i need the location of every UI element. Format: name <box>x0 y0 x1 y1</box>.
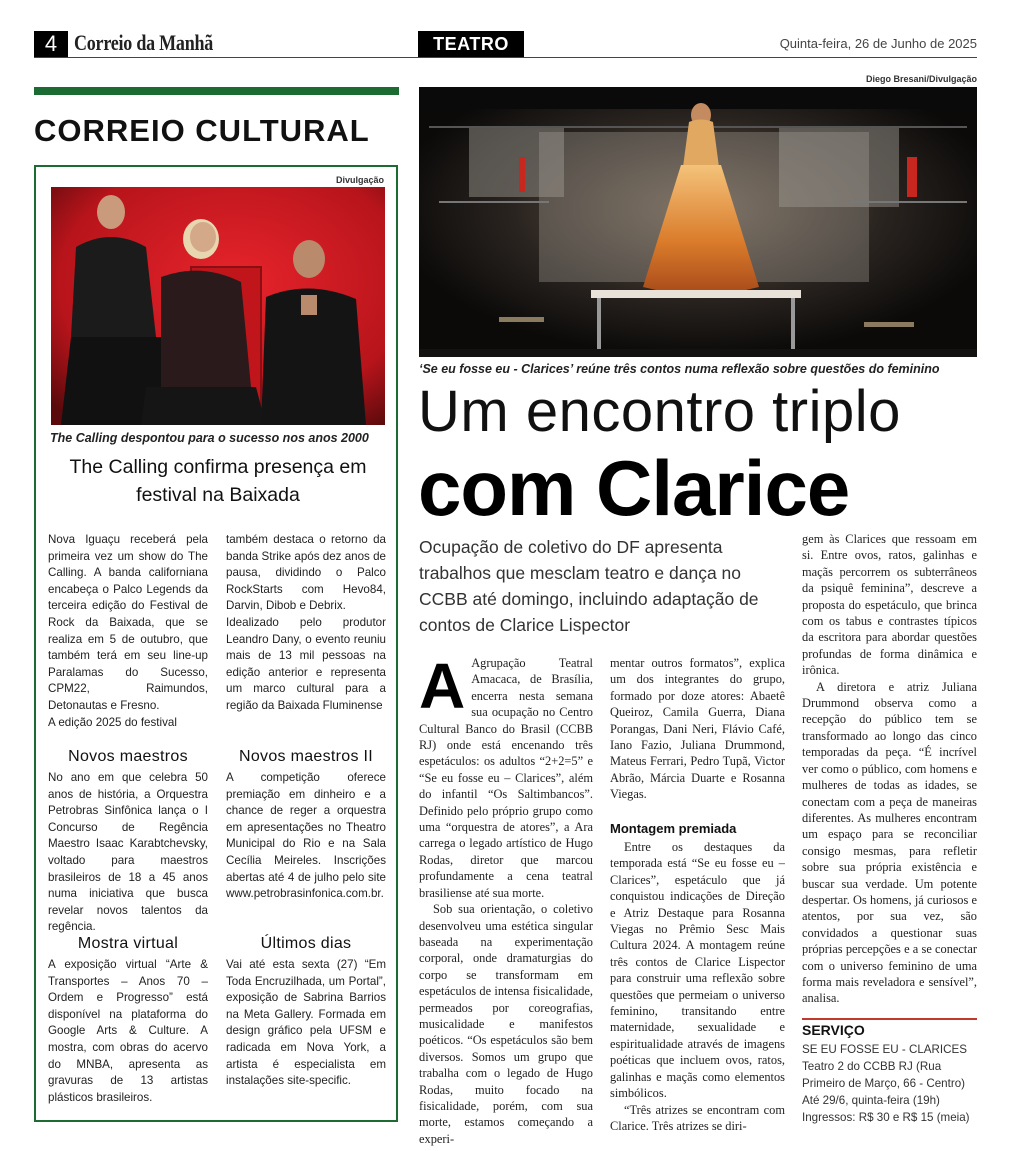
servico-line: SE EU FOSSE EU - CLARICES <box>802 1043 967 1056</box>
text-ultimos-dias: Vai até esta sexta (27) “Em Toda Encruzilhada, um Portal”, exposição de Sabrina Barrios na Meta Gallery. Formada em design gráfico pela UFSM e radicada em Nova York, a artista é especialista em instalações site-specific. <box>226 958 386 1088</box>
section-green-bar <box>34 87 399 95</box>
article-col2b <box>610 839 785 1134</box>
servico-line: Teatro 2 do CCBB RJ (Rua Primeiro de Março, 66 - Centro) <box>802 1060 966 1090</box>
servico-rule <box>802 1018 977 1020</box>
band-text-col1 <box>48 532 208 731</box>
paragraph: Idealizado pelo produtor Leandro Dany, o evento reuniu mais de 13 mil pessoas na edição anterior e representa um marco cultural para a região da Baixada Fluminense <box>226 615 386 712</box>
text-novos-maestros: No ano em que celebra 50 anos de história, a Orquestra Petrobras Sinfônica lança o I Concurso de Regência Maestro Isaac Karabtchevsky, voltado para maestros brasileiros de 18 a 45 anos numa iniciativa que busca revelar novos talentos da regência. <box>48 771 208 934</box>
subhead-novos-maestros-ii: Novos maestros II <box>238 748 374 765</box>
page-number: 4 <box>34 31 68 57</box>
theater-photo <box>419 87 977 357</box>
paragraph <box>419 650 593 901</box>
paragraph: A diretora e atriz Juliana Drummond observa como a recepção do público tem se transformado ao longo das cinco temporadas da peça. “É incrível ver como o público, com homens e mulheres de todas as idades, se conectam com a peça de maneiras diferentes. As mulheres encontram um espaço para se reconciliar consigo mesmas, para refletir sobre sua própria existência e buscar sua verdade. Um potente despertar. Os homens, já curiosos e atentos, por sua vez, são convidados a questionar suas próprias percepções e a se conectar com o universo feminino de uma forma mais reveladora e sensível”, analisa. <box>802 679 977 1006</box>
article-col1 <box>419 650 593 1147</box>
servico-details <box>802 1041 980 1126</box>
section-label: TEATRO <box>418 31 524 57</box>
paragraph: também destaca o retorno da banda Strike após dez anos de pausa, dividindo o Palco RockStarts com Hevo84, Darvin, Dibob e Debrix. <box>226 533 386 613</box>
text-mostra-virtual: A exposição virtual “Arte & Transportes – Anos 70 – Ordem e Progresso” está disponível na plataforma do Google Arts & Culture. A mostra, com obras do acervo do MNBA, apresenta as gravuras de 13 artistas plásticos brasileiros. <box>48 958 208 1104</box>
paragraph: Sob sua orientação, o coletivo desenvolveu uma estética singular baseada na experimentação corporal, onde dramaturgias do corpo se transformam em espetáculos de intensa fisicalidade, permeados por coreografias, musicalidade e manifestos poéticos. “Os espetáculos são bem diversos. Somos um grupo que trabalha com o legado de Hugo Rodas, muito focado na fisicalidade, porém, com sua morte, estamos começando a experi- <box>419 902 593 1146</box>
servico-line: Até 29/6, quinta-feira (19h) <box>802 1094 940 1107</box>
headline-line2: com Clarice <box>418 444 850 532</box>
theater-caption: ‘Se eu fosse eu - Clarices’ reúne três contos numa reflexão sobre questões do feminino <box>419 362 940 376</box>
paragraph: mentar outros formatos”, explica um dos integrantes do grupo, formado por doze atores: Abaetê Queiroz, Camila Guerra, Diana Porangas, Dani Neri, Flávio Café, Iano Fazio, Juliana Drummond, Mateus Ferrari, Pedro Tupã, Victor Abrão, Márcia Duarte e Rosanna Viegas. <box>610 656 785 802</box>
subhead-mostra-virtual: Mostra virtual <box>77 935 179 952</box>
headline-line1: Um encontro triplo <box>418 379 901 444</box>
band-text-col2 <box>226 532 386 715</box>
paragraph: “Três atrizes se encontram com Clarice. Três atrizes se diri- <box>610 1102 785 1133</box>
issue-date: Quinta-feira, 26 de Junho de 2025 <box>779 36 977 51</box>
band-caption: The Calling despontou para o sucesso nos anos 2000 <box>50 431 369 445</box>
subhead-ultimos-dias: Últimos dias <box>260 935 352 952</box>
subhead-novos-maestros: Novos maestros <box>68 748 188 765</box>
band-photo <box>51 187 385 425</box>
photo-credit-left: Divulgação <box>335 175 384 185</box>
text-novos-maestros-ii: A competição oferece premiação em dinheiro e a chance de reger a orquestra em apresentações no Theatro Municipal do Rio e na Sala Cecília Meireles. Inscrições abertas até 4 de julho pelo site www.petrobrasinfonica.com.br. <box>226 771 386 901</box>
column-title: CORREIO CULTURAL <box>34 113 370 148</box>
paragraph-text: Agrupação Teatral Amacaca, de Brasília, encerra nesta semana sua ocupação no Centro Cultural Banco do Brasil (CCBB RJ) onde está encenando três espetáculos: os adultos “2+2=5” e “Se eu fosse eu – Clarices”, além do infantil “Os Saltimbancos”. Definido pelo próprio grupo como uma “orquestra de atores”, a Ara carrega o legado artístico de Hugo Rodas, diretor que marcou profundamente a cena teatral brasiliense até sua morte. <box>419 656 593 900</box>
servico-line: Ingressos: R$ 30 e R$ 15 (meia) <box>802 1111 970 1124</box>
article-col2 <box>610 655 785 803</box>
paragraph: gem às Clarices que ressoam em si. Entre ovos, ratos, galinhas e maçãs percorrem os subterrâneos da psiquê feminina”, descreve a proposta do espetáculo, que brinca com os tabus e contrastes típicos da escritora para abordar questões profundas de forma dinâmica e irônica. <box>802 532 977 678</box>
paragraph: Nova Iguaçu receberá pela primeira vez um show do The Calling. A banda californiana encabeça o Palco Legends da terceira edição do Festival de Rock da Baixada, que se realiza em 5 de outubro, que também terá em seu line-up Paralamas do Sucesso, CPM22, Raimundos, Detonautas e Fresno. <box>48 533 208 712</box>
article-col3 <box>802 531 977 1007</box>
photo-credit-main: Diego Bresani/Divulgação <box>865 74 977 84</box>
newspaper-name: Correio da Manhã <box>74 30 214 55</box>
dropcap: A <box>419 650 466 722</box>
header-rule <box>34 57 977 58</box>
paragraph: A edição 2025 do festival <box>48 715 177 729</box>
article-deck: Ocupação de coletivo do DF apresenta trabalhos que mesclam teatro e dança no CCBB até domingo, incluindo adaptação de contos de Clarice Lispector <box>419 537 759 635</box>
subhead-montagem: Montagem premiada <box>610 821 737 836</box>
servico-title: SERVIÇO <box>802 1022 865 1038</box>
band-headline: The Calling confirma presença em festival na Baixada <box>69 456 367 506</box>
paragraph: Entre os destaques da temporada está “Se eu fosse eu – Clarices”, espetáculo que já conquistou indicações de Direção e Atriz Destaque para Rosanna Viegas no Prêmio Sesc Mais Cultura 2024. A montagem reúne três contos de Clarice Lispector para construir uma reflexão sobre questões que permeiam o universo feminino, transitando entre maternidade, sexualidade e espiritualidade através de imagens poéticas que incluem ovos, ratos, galinhas e maçãs como elementos simbólicos. <box>610 840 785 1101</box>
